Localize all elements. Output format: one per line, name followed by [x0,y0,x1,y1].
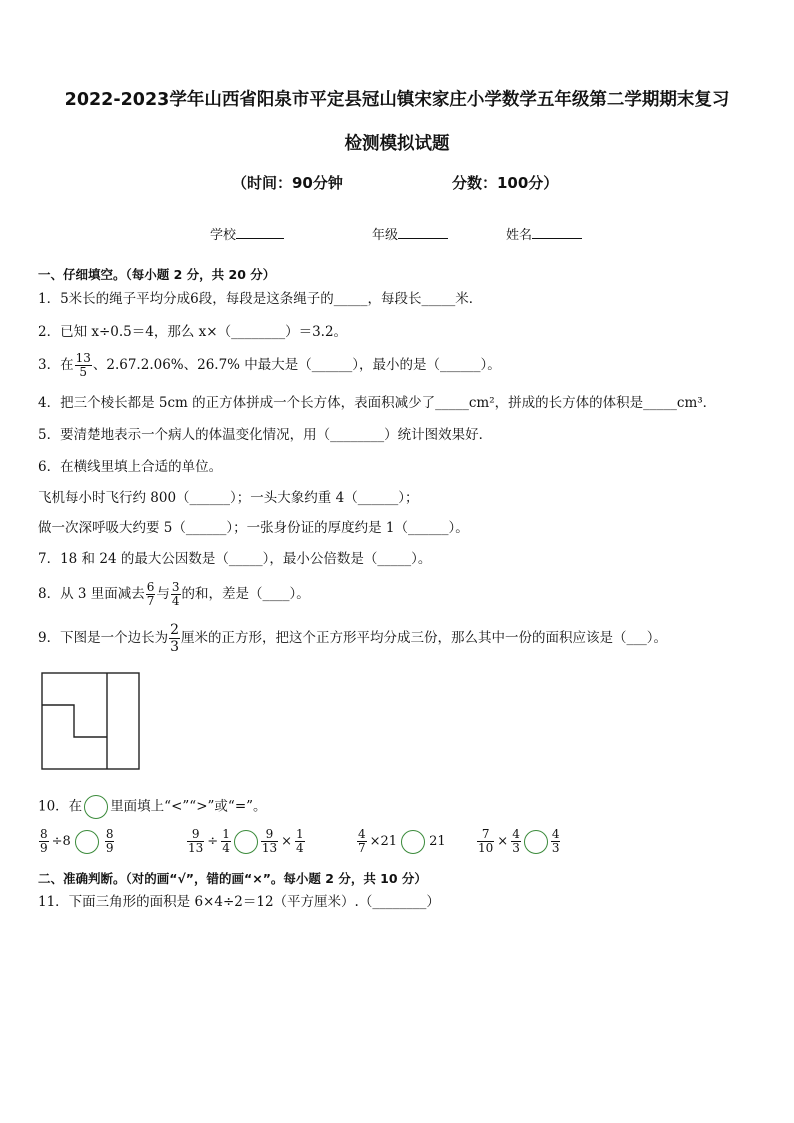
q3-prefix: 3．在 [38,357,74,373]
e4-den-1: 10 [478,841,494,855]
q10-prefix: 10．在 [38,798,83,815]
q8-numerator-2: 3 [171,580,180,594]
q3-numerator: 13 [75,351,91,365]
e2-fraction-4 [295,828,305,855]
e1-den-2: 9 [105,841,114,855]
q8-denominator-2: 4 [171,594,180,608]
e4-fraction-1 [477,828,494,855]
q9-rest: 厘米的正方形，把这个正方形平均分成三份，那么其中一份的面积应该是（___）。 [181,630,668,646]
q3-rest: 、2.67.2.06%、26.7% 中最大是（______），最小的是（______）。 [92,357,501,373]
e4-num-3: 4 [551,827,560,841]
e1-num-2: 8 [105,827,114,841]
e2-answer-circle[interactable] [234,830,258,854]
e4-den-3: 3 [551,841,560,855]
question-3 [38,352,501,379]
e4-answer-circle[interactable] [524,830,548,854]
figure-step-divider [42,705,107,737]
question-5: 5．要清楚地表示一个病人的体温变化情况，用（________）统计图效果好． [38,427,493,443]
school-blank[interactable] [236,226,284,239]
e2-num-4: 1 [296,827,304,841]
exam-title-line1: 2022-2023学年山西省阳泉市平定县冠山镇宋家庄小学数学五年级第二学期期末复习 [64,90,730,110]
question-8 [38,581,310,608]
question-6b: 做一次深呼吸大约要 5（______）；一张身份证的厚度约是 1（______）。 [38,520,469,536]
question-10 [38,795,267,819]
q10-expression-2 [186,828,306,855]
name-blank[interactable] [532,226,582,239]
e2-fraction-1 [187,828,204,855]
question-4: 4．把三个棱长都是 5cm 的正方体拼成一个长方体，表面积减少了_____cm²，拼成的长方体的体积是_____cm³． [38,395,717,411]
e4-num-1: 7 [477,828,494,842]
q10-expression-4 [476,828,561,855]
e4-operator: × [497,834,509,849]
name-field[interactable] [506,224,582,243]
q9-denominator: 3 [170,639,180,655]
e2-den-1: 13 [188,841,204,855]
q10-expression-1 [38,828,115,855]
e2-den-4: 4 [296,841,304,855]
question-2: 2．已知 x÷0.5＝4，那么 x×（________）＝3.2。 [38,324,348,340]
e2-fraction-2 [221,828,231,855]
q9-fraction [169,622,180,655]
name-label: 姓名 [506,228,533,243]
exam-title-line2: 检测模拟试题 [344,134,450,154]
q9-prefix: 9．下图是一个边长为 [38,630,169,646]
q10-rest: 里面填上“<”“>”或“=”。 [110,798,267,815]
e1-answer-circle[interactable] [75,830,99,854]
section1-heading: 一、仔细填空。（每小题 2 分，共 20 分） [38,267,276,282]
e4-den-2: 3 [512,841,520,855]
e1-operator: ÷8 [51,834,71,849]
e2-den-3: 13 [261,841,278,855]
q10-circle-example [84,795,108,819]
question-11: 11．下面三角形的面积是 6×4÷2＝12（平方厘米）.（________） [38,894,440,910]
e1-fraction-2 [105,828,115,855]
e4-fraction-3 [551,828,561,855]
q9-numerator: 2 [170,622,180,638]
q8-rest: 的和，差是（____）。 [181,586,310,602]
e3-num-1: 4 [358,827,366,841]
e2-den-2: 4 [222,841,230,855]
q8-denominator-1: 7 [146,594,155,608]
q8-numerator-1: 6 [146,580,155,594]
e2-num-3: 9 [261,828,278,842]
e1-num-1: 8 [40,827,48,841]
section2-heading: 二、准确判断。（对的画“√”，错的画“×”。每小题 2 分，共 10 分） [38,871,427,886]
question-6a: 飞机每小时飞行约 800（______）；一头大象约重 4（______）； [38,490,419,506]
e2-num-1: 9 [187,828,204,842]
square-division-figure [40,671,142,771]
figure-outer-square [42,673,139,769]
q8-mid: 与 [156,586,170,602]
e4-fraction-2 [511,828,521,855]
e3-answer-circle[interactable] [401,830,425,854]
e1-fraction-1 [39,828,49,855]
e4-num-2: 4 [512,827,520,841]
q8-prefix: 8．从 3 里面减去 [38,586,145,602]
question-9 [38,622,667,655]
e1-den-1: 9 [40,841,48,855]
q3-fraction [75,352,92,379]
school-label: 学校 [210,228,237,243]
question-6: 6．在横线里填上合适的单位。 [38,459,223,475]
e2-num-2: 1 [222,827,230,841]
e2-operator-2: × [281,834,293,849]
q8-fraction-2 [171,581,181,608]
exam-time: （时间：90分钟 [232,174,343,192]
grade-blank[interactable] [398,226,448,239]
grade-label: 年级 [372,228,399,243]
exam-score: 分数：100分） [452,174,559,192]
question-7: 7．18 和 24 的最大公因数是（_____），最小公倍数是（_____）。 [38,551,432,567]
e3-fraction-1 [357,828,367,855]
e3-den-1: 7 [358,841,366,855]
q3-denominator: 5 [79,365,88,379]
e3-value: 21 [429,834,446,849]
q10-expression-3 [356,828,448,855]
q8-fraction-1 [146,581,156,608]
e2-fraction-3 [261,828,278,855]
question-1: 1．5米长的绳子平均分成6段，每段是这条绳子的_____，每段长_____米． [38,291,483,307]
e2-operator-1: ÷ [207,834,219,849]
grade-field[interactable] [372,224,448,243]
e3-operator: ×21 [369,834,398,849]
school-field[interactable] [210,224,284,243]
